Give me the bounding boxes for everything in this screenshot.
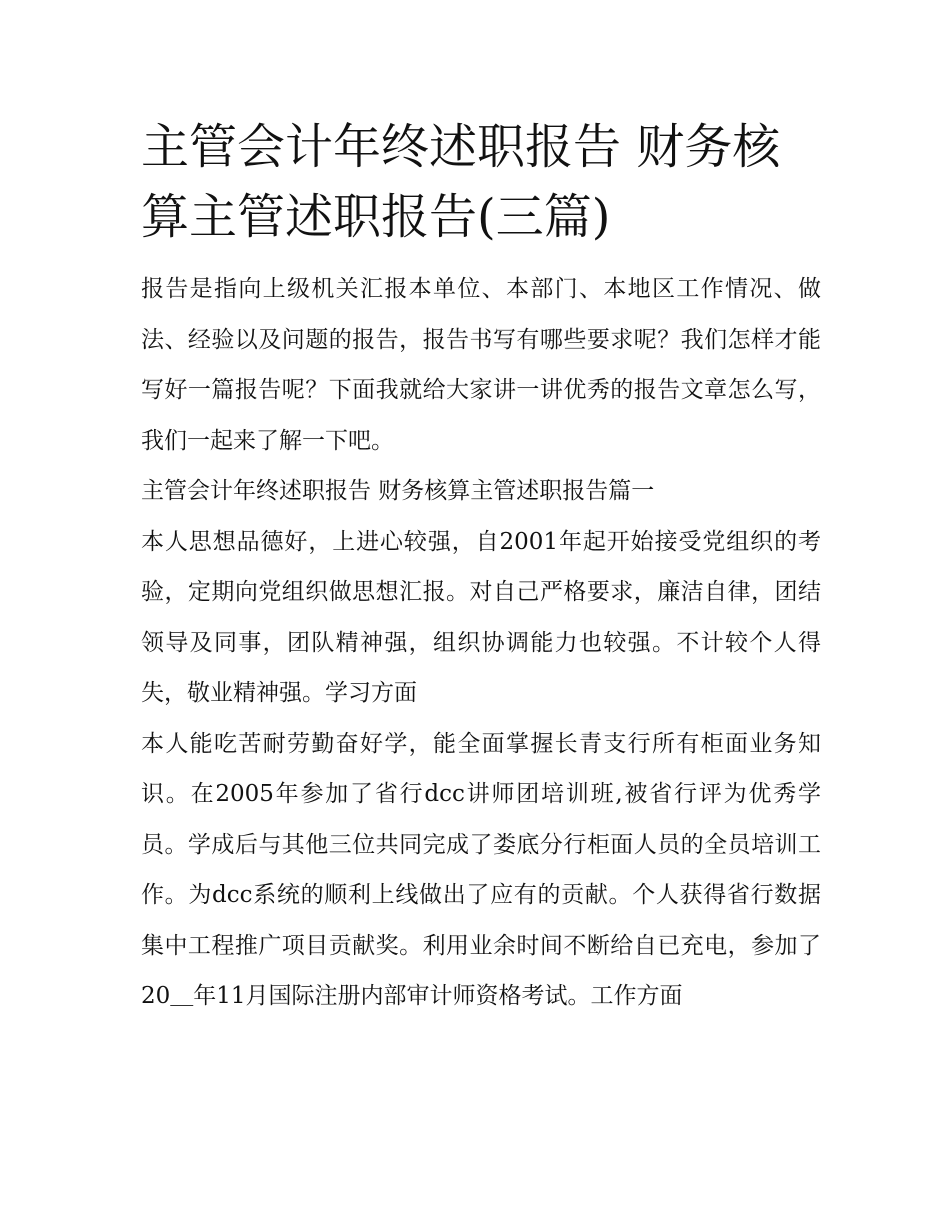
intro-paragraph: 报告是指向上级机关汇报本单位、本部门、本地区工作情况、做法、经验以及问题的报告，报告书写有哪些要求呢？我们怎样才能写好一篇报告呢？下面我就给大家讲一讲优秀的报告文章怎么写，我们一起来了解一下吧。 xyxy=(141,276,821,454)
document-title: 主管会计年终述职报告 财务核算主管述职报告(三篇) xyxy=(141,119,781,245)
body-paragraph-2: 本人能吃苦耐劳勤奋好学，能全面掌握长青支行所有柜面业务知识。在2005年参加了省行dcc讲师团培训班,被省行评为优秀学员。学成后与其他三位共同完成了娄底分行柜面人员的全员培训工作。为dcc系统的顺利上线做出了应有的贡献。个人获得省行数据集中工程推广项目贡献奖。利用业余时间不断给自已充电，参加了20＿年11月国际注册内部审计师资格考试。工作方面 xyxy=(141,730,821,1009)
document-page xyxy=(141,112,821,1022)
section-heading: 主管会计年终述职报告 财务核算主管述职报告篇一 xyxy=(141,478,655,504)
body-paragraph-1: 本人思想品德好，上进心较强，自2001年起开始接受党组织的考验，定期向党组织做思想汇报。对自己严格要求，廉洁自律，团结领导及同事，团队精神强，组织协调能力也较强。不计较个人得失，敬业精神强。学习方面 xyxy=(141,528,821,706)
